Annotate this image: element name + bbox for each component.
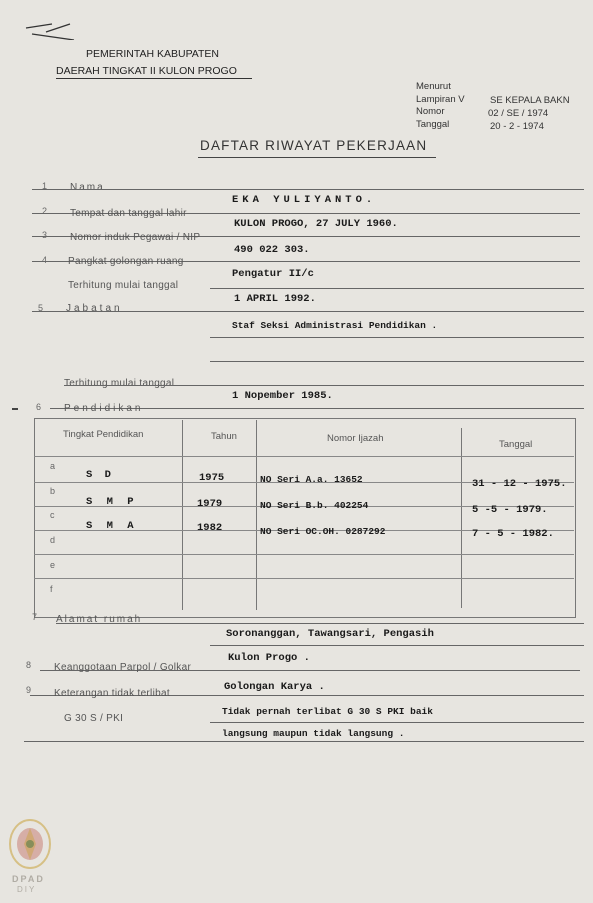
field-line [210,288,584,289]
terhitung2-value: 1 Nopember 1985. [232,390,333,402]
col-header-tingkat: Tingkat Pendidikan [63,429,144,440]
pendidikan-label: Pendidikan [64,403,144,414]
g30s-label-1: Keterangan tidak terlibat [54,688,170,699]
row-letter: d [50,535,56,545]
row-letter: e [50,560,56,570]
field-number-3: 3 [42,230,48,240]
edu-year: 1979 [197,498,223,510]
field-line [210,337,584,338]
edu-year: 1982 [197,522,223,534]
edu-year: 1975 [199,472,225,484]
field-number-8: 8 [26,660,32,670]
edu-level: S D [86,469,114,481]
column-divider [461,428,462,608]
ttl-label: Tempat dan tanggal lahir [70,208,187,219]
jabatan-label: Jabatan [66,303,123,314]
ref-lampiran-value: SE KEPALA BAKN [490,95,570,106]
edu-cert: NO Seri OC.OH. 0287292 [260,526,386,537]
ref-menurut: Menurut [416,81,451,92]
edu-date: 31 - 12 - 1975. [472,478,567,490]
nama-value: EKA YULIYANTO. [232,194,377,206]
edu-level: S M A [86,520,138,532]
watermark-text: DPAD [12,874,45,884]
nama-label: Nama [70,182,105,193]
parpol-value: Golongan Karya . [224,681,325,693]
g30s-label-2: G 30 S / PKI [64,713,124,724]
alamat-line-1: Soronanggan, Tawangsari, Pengasih [226,628,434,640]
g30s-value-1: Tidak pernah terlibat G 30 S PKI baik [222,706,433,717]
terhitung1-value: 1 APRIL 1992. [234,293,316,305]
field-number-6: 6 [36,402,42,412]
column-divider [256,420,257,610]
margin-dash [12,408,18,410]
terhitung1-label: Terhitung mulai tanggal [68,280,179,291]
document-title: DAFTAR RIWAYAT PEKERJAAN [200,138,428,153]
row-line [34,554,574,555]
field-line [32,189,584,190]
col-header-tanggal: Tanggal [499,439,533,450]
edu-date: 7 - 5 - 1982. [472,528,554,540]
edu-cert: NO Seri B.b. 402254 [260,500,369,511]
row-letter: a [50,461,56,471]
row-letter: f [50,584,53,594]
pangkat-label: Pangkat golongan ruang [68,256,184,267]
col-header-nomor: Nomor Ijazah [327,433,384,444]
education-table [34,418,576,618]
g30s-value-2: langsung maupun tidak langsung . [222,728,405,739]
stamp-mark [22,18,78,40]
alamat-line-2: Kulon Progo . [228,652,310,664]
ref-nomor-label: Nomor [416,106,445,117]
field-number-4: 4 [42,255,48,265]
parpol-label: Keanggotaan Parpol / Golkar [54,662,192,673]
edu-level: S M P [86,496,138,508]
ref-tanggal-value: 20 - 2 - 1974 [490,121,544,132]
watermark-subtext: DIY [17,885,37,894]
edu-cert: NO Seri A.a. 13652 [260,474,363,485]
field-line [210,361,584,362]
nip-value: 490 022 303. [234,244,310,256]
table-header-line [34,456,574,457]
field-number-2: 2 [42,206,48,216]
row-letter: b [50,486,56,496]
header-line-1: PEMERINTAH KABUPATEN [86,48,220,60]
field-line [210,722,584,723]
row-letter: c [50,510,55,520]
terhitung2-label: Terhitung mulai tanggal [64,378,175,389]
field-number-9: 9 [26,685,32,695]
field-line [64,385,584,386]
col-header-tahun: Tahun [211,431,237,442]
column-divider [182,420,183,610]
ref-tanggal-label: Tanggal [416,119,450,130]
ttl-value: KULON PROGO, 27 JULY 1960. [234,218,398,230]
ref-nomor-value: 02 / SE / 1974 [488,108,549,119]
field-line [210,645,584,646]
field-number-5: 5 [38,303,44,313]
header-underline [56,78,252,79]
field-line [24,741,584,742]
edu-date: 5 -5 - 1979. [472,504,548,516]
row-line [34,578,574,579]
title-underline [198,157,436,158]
pangkat-value: Pengatur II/c [232,268,314,280]
header-line-2: DAERAH TINGKAT II KULON PROGO [56,65,237,77]
field-number-1: 1 [42,181,48,191]
field-line [56,623,584,624]
alamat-label: Alamat rumah [56,614,143,625]
field-number-7: 7 [32,612,38,622]
ref-lampiran-label: Lampiran V [416,94,465,105]
nip-label: Nomor induk Pegawai / NIP [70,232,201,243]
dpad-emblem-icon [6,816,54,874]
jabatan-value: Staf Seksi Administrasi Pendidikan . [232,320,438,331]
